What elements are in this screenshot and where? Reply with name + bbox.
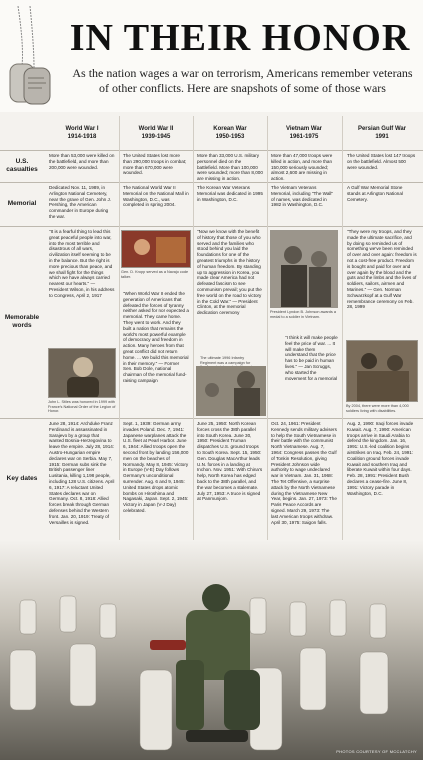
cell-casualties-ww2: The United States lost more than 290,000 troops in combat; more than 670,000 were wounded. <box>123 153 187 176</box>
photo-caption: The ultimate 1996 Infantry Regiment was a campaign for <box>200 356 251 365</box>
president-photo-icon <box>271 231 338 308</box>
photo-korea-soldiers <box>196 366 266 416</box>
cell-words-gulf: "They were my troops, and they made the ultimate sacrifice, and by doing so reminded us of something we've been reminded of over and over again: freedom is not a cost-free product. Freedom is bought and paid for over and over again by the blood and the guts and the limbs and the lives of soldiers, sailors, airmen and Marines." — Gen. Norman Schwarzkopf at a Gulf War remembrance ceremony on Feb. 28, 1999 <box>347 229 417 310</box>
column-years: 1991 <box>375 134 389 140</box>
divider <box>0 150 423 151</box>
cell-casualties-gulf: The United States lost 147 troops on the battlefield. Almost 500 were wounded. <box>347 153 416 170</box>
column-header-vietnam <box>268 116 340 150</box>
cell-memorial-gulf: A Gulf War Memorial Stone stands at Arlington National Cemetery. <box>347 185 403 202</box>
column-header-ww2 <box>120 116 192 150</box>
column-years: 1950-1953 <box>215 134 245 140</box>
column-years: 1961-1975 <box>289 134 319 140</box>
row-label-memorial: Memorial <box>7 200 37 207</box>
column-name: Persian Gulf War <box>357 126 407 132</box>
dog-tags-icon <box>4 6 62 110</box>
cell-casualties-ww1: More than 53,000 were killed on the battlefield, and more than 200,000 were wounded. <box>49 153 115 170</box>
cell-words-vietnam: "I think it will make people feel the price of war. ... It will make them understand that the price has to be paid in human lives." — Jan Scruggs, who started the movement for a memorial <box>285 335 338 381</box>
column-years: 1914-1918 <box>67 134 97 140</box>
column-name: Korean War <box>213 126 247 132</box>
header <box>0 0 423 112</box>
photo-vietnam-johnson <box>270 230 338 308</box>
cell-dates-ww1: June 28, 1914: Archduke Franz Ferdinand is assassinated in Sarajevo by a group that wanted Bosnia-Herzegovina to leave the empire. July 28, 1914: Austro-Hungarian empire declares war on Serbia. May 7, 1915: German subs sink the British passenger liner Lusitania, killing 1,198 people, including 128 U.S. citizens. April 6, 1917: A reluctant United States declares war on Germany. Oct. 8, 1918: Allied forces break through German defenses behind the Western front. Jan. 20, 1919: Treaty of Versailles is signed. <box>49 421 115 525</box>
page-title: IN THEIR HONOR <box>69 17 411 59</box>
cell-memorial-ww1: Dedicated Nov. 11, 1989, in Arlington National Cemetery, near the grave of Gen. John J. Pershing, the American commander in Europe during the war. <box>49 185 112 219</box>
cell-dates-gulf: Aug. 2, 1990: Iraqi forces invade Kuwait. Aug. 7, 1990: American troops arrive in Saudi Arabia to defend the kingdom. Jan. 16, 1991: U.S.-led coalition begins airstrikes on Iraq. Feb. 24, 1991: Coalition ground forces invade Kuwait and southern Iraq and liberate Kuwait within four days. Feb. 28, 1991: President Bush declares a cease-fire. June 8, 1991: Victory parade in Washington, D.C. <box>347 421 414 496</box>
cell-memorial-korea: The Korean War Veterans Memorial was dedicated in 1995 in Washington, D.C. <box>197 185 263 202</box>
photo-caption: John L. Stiles was honored in 1999 with France's National Order of the Legion of Honor. <box>48 400 116 414</box>
column-header-gulf <box>344 116 420 150</box>
photo-ww2-codetalker <box>121 230 191 268</box>
codetalker-photo-icon <box>122 231 191 268</box>
photo-caption: President Lyndon B. Johnson awards a medal to a soldier in Vietnam. <box>270 310 336 319</box>
cemetery-photo <box>0 540 423 760</box>
cell-dates-ww2: Sept. 1, 1939: German army invades Poland. Dec. 7, 1941: Japanese warplanes attack the U.S. fleet at Pearl Harbor. June 6, 1944: Allied troops open the second front by landing 156,000 men on the beaches of Normandy. May 8, 1945: Victory in Europe (V-E) Day follows Germany's unconditional surrender. Aug. 6 and 9, 1945: United States drops atomic bombs on Hiroshima and Nagasaki, Japan. Sept. 2, 1945: Victory in Japan (V-J Day) celebrated. <box>123 421 189 513</box>
cell-words-korea: "Now we know with the benefit of history that those of you who served and the families who stood behind you laid the foundations for one of the greatest triumphs in the history of human freedom. By standing up to aggression in Korea, you made clear America had not defeated fascism to see communism prevail; you put the free world on the road to victory in the Cold War." — President Clinton, at the memorial dedication ceremony <box>197 229 262 316</box>
photo-gulf-soldiers <box>346 340 418 402</box>
cell-casualties-vietnam: More than 47,000 troops were killed in action, and more than 150,000 seriously wounded; almost 2,600 are missing in action. <box>271 153 333 182</box>
divider <box>342 116 343 540</box>
photo-caption: Gen. D. Kropp served as a Navajo code talker. <box>121 270 189 279</box>
page-subtitle: As the nation wages a war on terrorism, Americans remember veterans of other conflicts. Here are snapshots of some of those wars <box>72 66 413 95</box>
cell-words-ww2: "When World War II ended the generation of Americans that defeated the forces of tyranny neither asked for nor expected a memorial. They came home. They went to work. And they built a nation that remains the world's most powerful example of democracy and freedom in action. Many heroes from that great conflict did not return home. ... We build this memorial in their memory." — Former Sen. Bob Dole, national chairman of the memorial fund-raising campaign <box>123 291 189 383</box>
row-label-dates: Key dates <box>6 475 38 482</box>
column-name: Vietnam War <box>285 126 322 132</box>
soldiers-photo-icon <box>196 366 266 416</box>
row-label-words: Memorable words <box>4 314 40 329</box>
divider <box>0 226 423 227</box>
cell-dates-korea: June 25, 1950: North Korean forces cross the 38th parallel into South Korea. June 30, 1950: President Truman dispatches U.S. ground troops to South Korea. Sept. 15, 1950: Gen. Douglas MacArthur leads U.N. forces in a landing at Inchon. Nov. 1951: With China's help, North Korea has edged back to the 38th parallel, and the war becomes a stalemate. July 27, 1953: A truce is signed at Panmunjom. <box>197 421 263 502</box>
cell-casualties-korea: More than 33,000 U.S. military personnel died on the battlefield. More than 100,000 were wounded; more than 8,000 are missing in action. <box>197 153 263 182</box>
cell-memorial-vietnam: The Vietnam Veterans Memorial, including "The Wall" of names, was dedicated in 1982 in Washington, D.C. <box>271 185 334 208</box>
row-label-casualties: U.S. casualties <box>6 158 38 173</box>
column-name: World War I <box>65 126 99 132</box>
cell-words-ww1: "It is a fearful thing to lead this great peaceful people into war, into the most terrible and disastrous of all wars, civilization itself seeming to be in the balance. But the right is more precious than peace, and we shall fight for the things which we have always carried nearest our hearts." — President Wilson, in his address to Congress, April 2, 1917 <box>49 229 115 298</box>
photo-ww1-veteran <box>48 348 116 398</box>
column-years: 1939-1945 <box>141 134 171 140</box>
veteran-photo-icon <box>49 349 116 398</box>
cell-memorial-ww2: The National World War II Memorial on the National Mall in Washington, D.C., was completed in spring 2004. <box>123 185 189 208</box>
column-header-korea <box>194 116 266 150</box>
cemetery-soldier-photo-icon <box>0 540 423 760</box>
photo-caption: By 2004, there were more than 4,000 soldiers living with disabilities. <box>346 404 409 413</box>
column-name: World War II <box>138 126 174 132</box>
cell-dates-vietnam: Oct. 24, 1961: President Kennedy sends military advisers to help the South Vietnamese in their battle with the communist North Vietnamese. Aug. 7, 1964: Congress passes the Gulf of Tonkin Resolution, giving President Johnson wide authority to wage undeclared war in Vietnam. Jan. 31, 1968: The Tet Offensive, a surprise attack by the North Vietnamese during the Vietnamese New Year, begins. Jan. 27, 1973: The Paris Peace Accords are signed. March 29, 1973: The last American troops withdraw. April 30, 1975: Saigon falls. <box>271 421 337 525</box>
divider <box>0 182 423 183</box>
divider <box>0 418 423 419</box>
photo-credit: PHOTOS COURTESY OF MCCLATCHY <box>336 749 417 754</box>
column-header-ww1 <box>46 116 118 150</box>
gulf-soldiers-photo-icon <box>347 341 418 402</box>
